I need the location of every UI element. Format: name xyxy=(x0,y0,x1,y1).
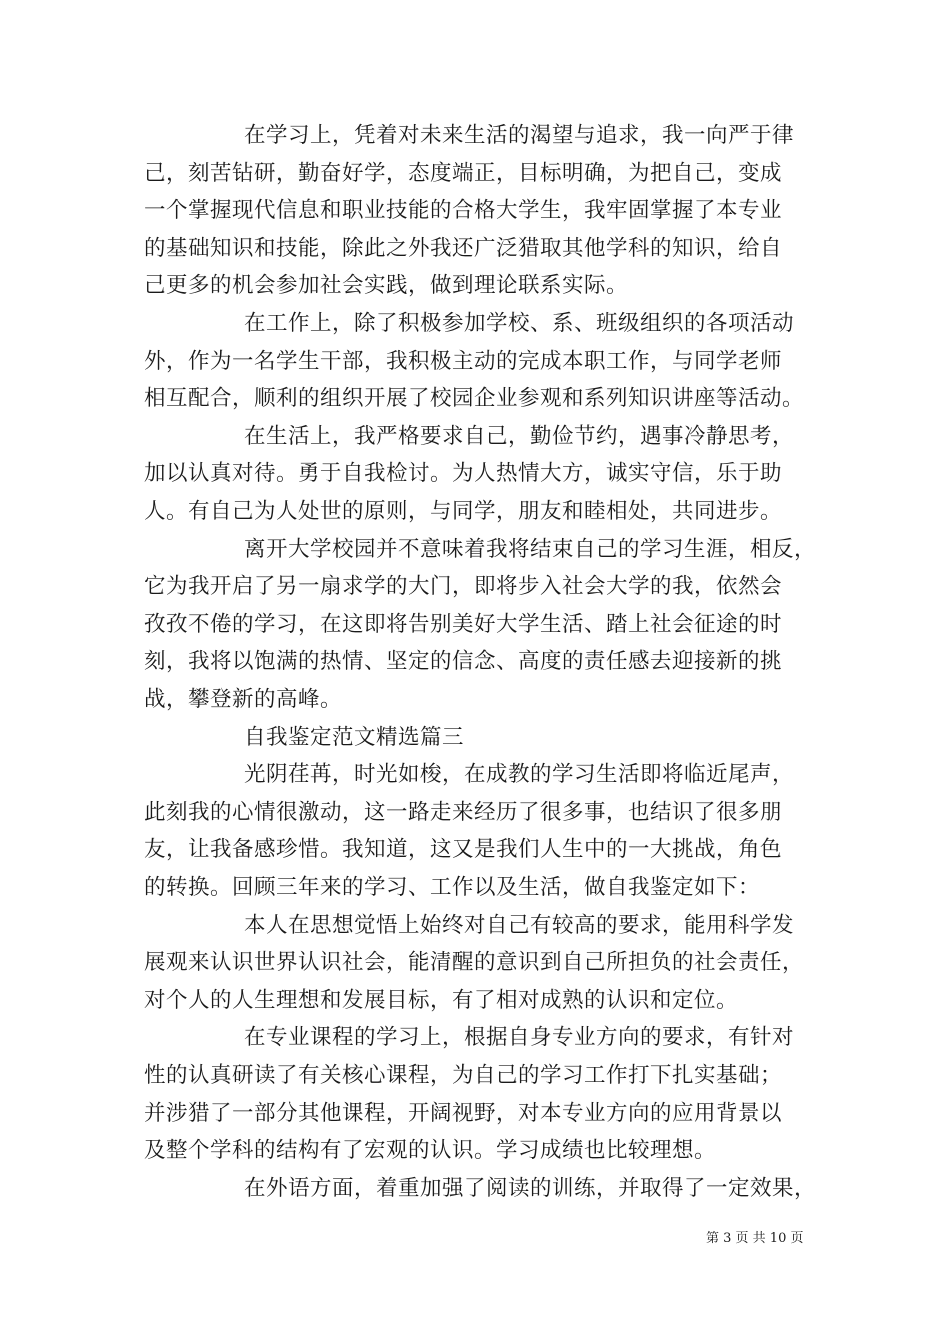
paragraph-line: 一个掌握现代信息和职业技能的合格大学生，我牢固掌握了本专业 xyxy=(144,198,783,223)
paragraph-line: 此刻我的心情很激动，这一路走来经历了很多事，也结识了很多朋 xyxy=(144,800,783,825)
paragraph-line: 对个人的人生理想和发展目标，有了相对成熟的认识和定位。 xyxy=(144,988,739,1013)
page-number-footer: 第 3 页 共 10 页 xyxy=(706,1231,804,1246)
paragraph-line: 加以认真对待。勇于自我检讨。为人热情大方，诚实守信，乐于助 xyxy=(144,461,783,486)
paragraph-line: 它为我开启了另一扇求学的大门，即将步入社会大学的我，依然会 xyxy=(144,574,783,599)
paragraph-line: 相互配合，顺利的组织开展了校园企业参观和系列知识讲座等活动。 xyxy=(144,386,805,411)
paragraph-line: 在外语方面，着重加强了阅读的训练，并取得了一定效果， xyxy=(244,1176,817,1201)
paragraph-line: 友，让我备感珍惜。我知道，这又是我们人生中的一大挑战，角色 xyxy=(144,837,783,862)
paragraph-line: 本人在思想觉悟上始终对自己有较高的要求，能用科学发 xyxy=(244,913,795,938)
paragraph-line: 及整个学科的结构有了宏观的认识。学习成绩也比较理想。 xyxy=(144,1138,717,1163)
paragraph-line: 人。有自己为人处世的原则，与同学，朋友和睦相处，共同进步。 xyxy=(144,499,783,524)
paragraph-line: 在专业课程的学习上，根据自身专业方向的要求，有针对 xyxy=(244,1025,795,1050)
paragraph-line: 刻，我将以饱满的热情、坚定的信念、高度的责任感去迎接新的挑 xyxy=(144,649,783,674)
paragraph-line: 并涉猎了一部分其他课程，开阔视野，对本专业方向的应用背景以 xyxy=(144,1101,783,1126)
paragraph-line: 孜孜不倦的学习，在这即将告别美好大学生活、踏上社会征途的时 xyxy=(144,612,783,637)
section-heading: 自我鉴定范文精选篇三 xyxy=(244,725,465,750)
paragraph-line: 的转换。回顾三年来的学习、工作以及生活，做自我鉴定如下： xyxy=(144,875,761,900)
paragraph-line: 展观来认识世界认识社会，能清醒的意识到自己所担负的社会责任， xyxy=(144,950,805,975)
paragraph-line: 在生活上，我严格要求自己，勤俭节约，遇事冷静思考， xyxy=(244,424,795,449)
paragraph-line: 己，刻苦钻研，勤奋好学，态度端正，目标明确，为把自己，变成 xyxy=(144,161,783,186)
paragraph-line: 的基础知识和技能，除此之外我还广泛猎取其他学科的知识，给自 xyxy=(144,236,783,261)
paragraph-line: 性的认真研读了有关核心课程，为自己的学习工作打下扎实基础； xyxy=(144,1063,783,1088)
paragraph-line: 在工作上，除了积极参加学校、系、班级组织的各项活动 xyxy=(244,311,795,336)
paragraph-line: 离开大学校园并不意味着我将结束自己的学习生涯，相反， xyxy=(244,537,817,562)
paragraph-line: 在学习上，凭着对未来生活的渴望与追求，我一向严于律 xyxy=(244,123,795,148)
paragraph-line: 外，作为一名学生干部，我积极主动的完成本职工作，与同学老师 xyxy=(144,349,783,374)
paragraph-line: 己更多的机会参加社会实践，做到理论联系实际。 xyxy=(144,273,629,298)
paragraph-line: 光阴荏苒，时光如梭，在成教的学习生活即将临近尾声， xyxy=(244,762,795,787)
paragraph-line: 战，攀登新的高峰。 xyxy=(144,687,343,712)
